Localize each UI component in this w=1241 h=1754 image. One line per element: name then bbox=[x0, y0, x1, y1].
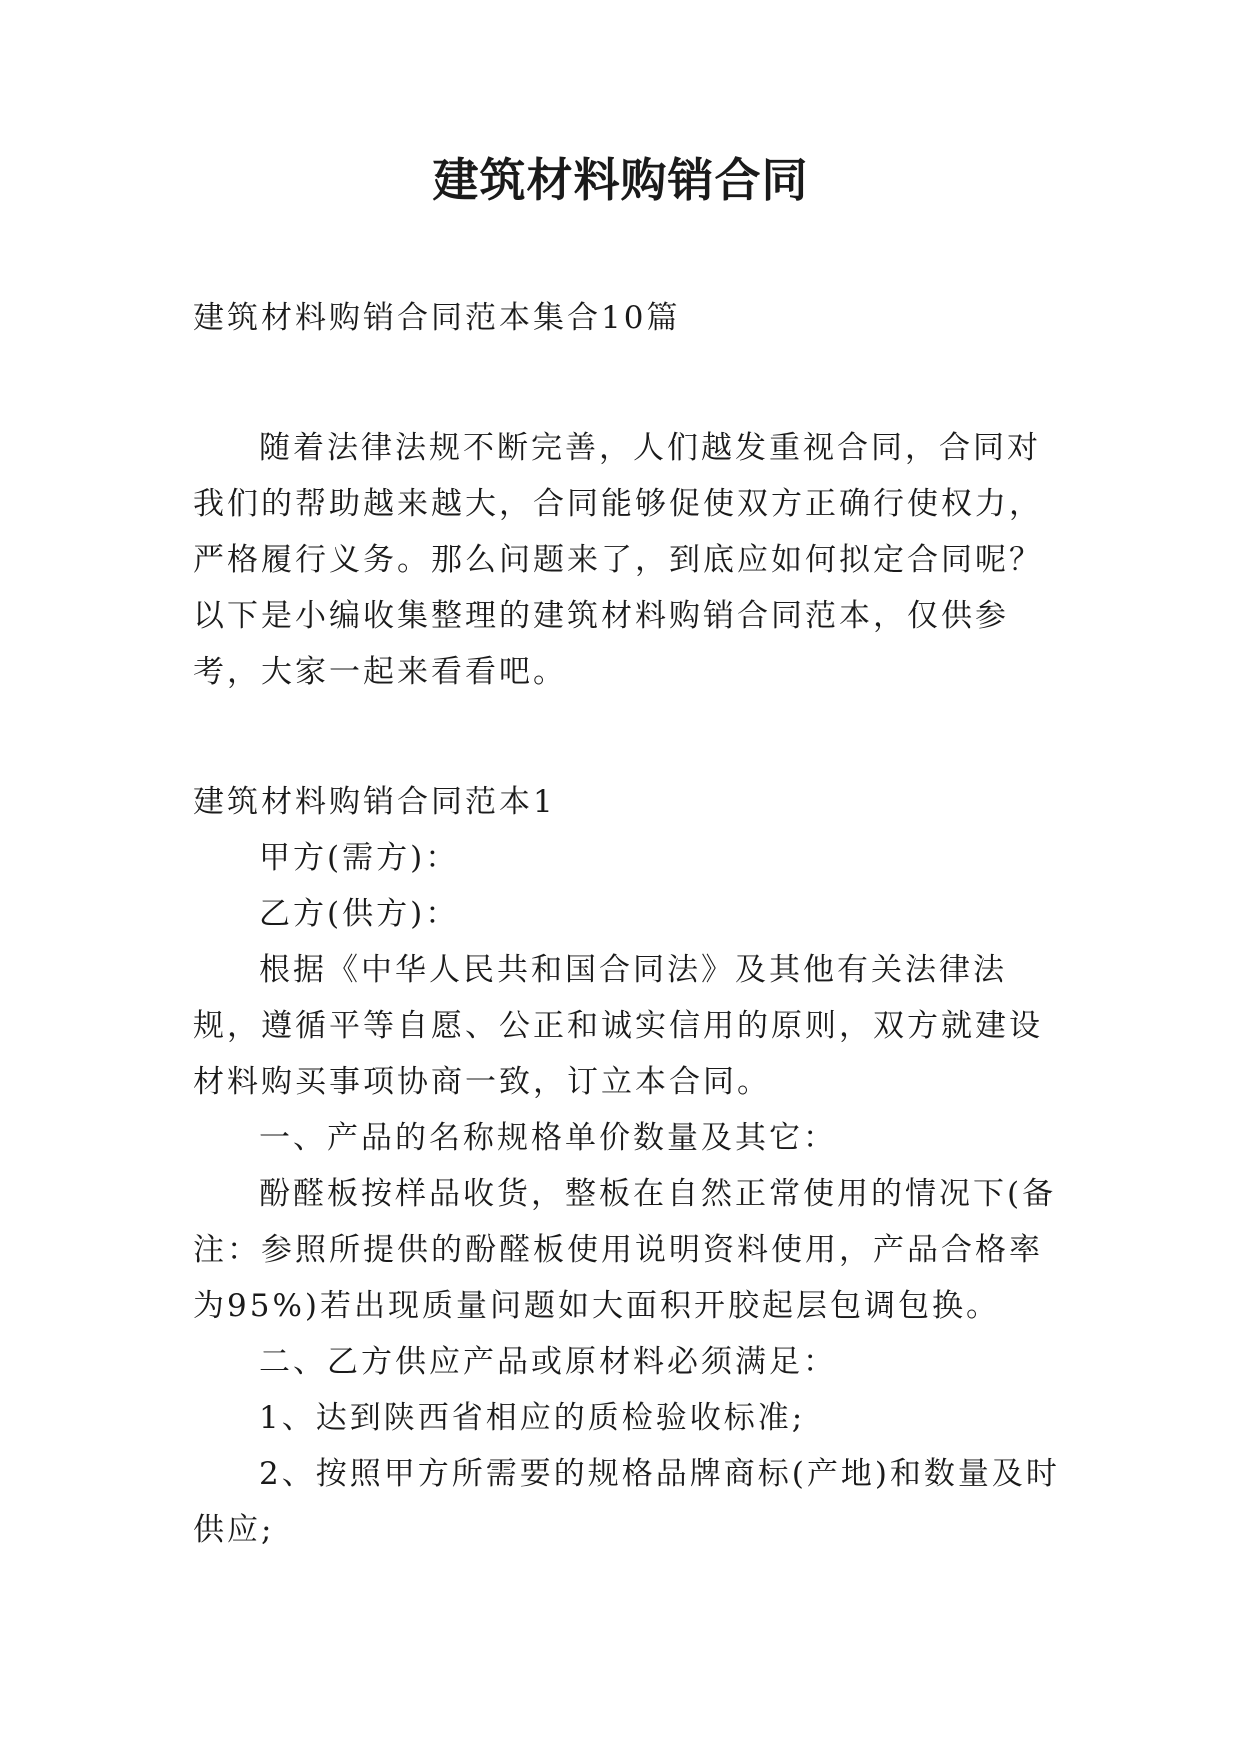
preamble-paragraph: 根据《中华人民共和国合同法》及其他有关法律法规，遵循平等自愿、公正和诚实信用的原则，双方就建设材料购买事项协商一致，订立本合同。 bbox=[193, 952, 1043, 1100]
intro-paragraph: 随着法律法规不断完善，人们越发重视合同，合同对我们的帮助越来越大，合同能够促使双方正确行使权力，严格履行义务。那么问题来了，到底应如何拟定合同呢？以下是小编收集整理的建筑材料购销合同范本，仅供参考，大家一起来看看吧。 bbox=[193, 430, 1043, 690]
party-b-line: 乙方(供方)： bbox=[259, 896, 460, 932]
clause-2-item-2: 2、按照甲方所需要的规格品牌商标(产地)和数量及时供应; bbox=[193, 1456, 1060, 1548]
party-a-line: 甲方(需方)： bbox=[259, 840, 460, 876]
document-title: 建筑材料购销合同 bbox=[432, 153, 809, 207]
document-body bbox=[193, 290, 1061, 1558]
clause-1-title: 一、产品的名称规格单价数量及其它： bbox=[259, 1120, 837, 1156]
document-subtitle: 建筑材料购销合同范本集合10篇 bbox=[193, 300, 681, 336]
clause-1-text: 酚醛板按样品收货，整板在自然正常使用的情况下(备注：参照所提供的酚醛板使用说明资料使用，产品合格率为95%)若出现质量问题如大面积开胶起层包调包换。 bbox=[193, 1176, 1057, 1324]
clause-2-item-1: 1、达到陕西省相应的质检验收标准; bbox=[259, 1400, 806, 1436]
clause-2-title: 二、乙方供应产品或原材料必须满足： bbox=[259, 1344, 837, 1380]
section-heading: 建筑材料购销合同范本1 bbox=[193, 784, 556, 820]
